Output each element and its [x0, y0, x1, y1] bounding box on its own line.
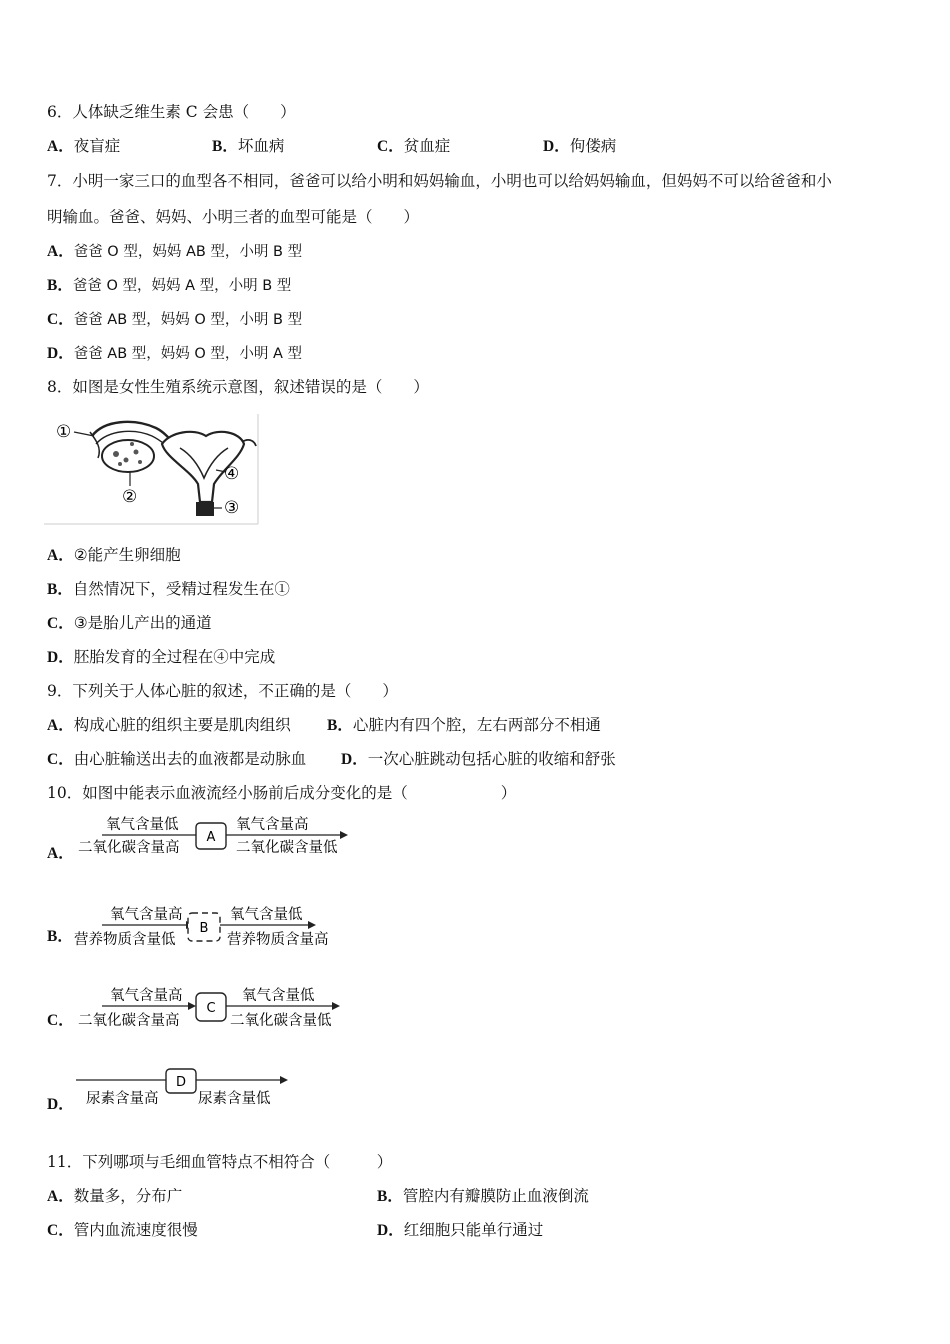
q10-diagram-b: [72, 904, 352, 950]
q11-option-b: [377, 1186, 589, 1207]
q10-b-out-bottom: 营养物质含量高: [227, 932, 329, 948]
q7-option-a-text: 爸爸 O 型，妈妈 AB 型，小明 B 型: [73, 244, 303, 260]
q8-option-d: [47, 647, 275, 668]
q9-option-d-text: 一次心脏跳动包括心脏的收缩和舒张: [367, 750, 616, 768]
q10-option-c-label: [47, 1010, 74, 1031]
q10-a-in-bottom: 二氧化碳含量高: [78, 840, 180, 856]
q8-option-d-text: 胚胎发育的全过程在④中完成: [73, 648, 276, 666]
q10-stem: 10．如图中能表示血液流经小肠前后成分变化的是（ ）: [47, 784, 517, 802]
q7-stem-line1: 7．小明一家三口的血型各不相同，爸爸可以给小明和妈妈输血，小明也可以给妈妈输血，但妈妈不可以给爸爸和小: [47, 172, 832, 190]
q9-stem: 9．下列关于人体心脏的叙述，不正确的是（ ）: [47, 682, 398, 700]
q11-option-d: [377, 1220, 543, 1241]
q6-option-a-text: 夜盲症: [73, 137, 121, 155]
q9-option-b: [327, 715, 601, 736]
q10-option-d-label: [47, 1094, 74, 1115]
q10-box-b: B: [199, 921, 209, 936]
q11-option-b-label: B．: [377, 1188, 403, 1205]
q10-option-a-letter: A．: [47, 845, 74, 862]
q10-b-in-top: 氧气含量高: [110, 907, 183, 923]
q10-box-a: A: [206, 830, 216, 845]
q10-option-b-letter: B．: [47, 928, 73, 945]
q10-option-b-label: [47, 926, 73, 947]
q8-option-a-text: ②能产生卵细胞: [73, 546, 181, 564]
q11-option-b-text: 管腔内有瓣膜防止血液倒流: [402, 1187, 589, 1205]
q10-c-in-bottom: 二氧化碳含量高: [78, 1013, 180, 1029]
q10-option-c-letter: C．: [47, 1012, 74, 1029]
q10-option-a-label: [47, 843, 74, 864]
q9-option-c-text: 由心脏输送出去的血液都是动脉血: [73, 750, 307, 768]
figure-label-2: ②: [122, 487, 138, 507]
reproductive-system-figure: [44, 414, 260, 526]
q6-option-b: [212, 136, 284, 157]
q9-option-c-label: C．: [47, 751, 74, 768]
figure-label-4: ④: [224, 464, 240, 484]
q11-option-d-text: 红细胞只能单行通过: [403, 1221, 544, 1239]
q7-option-a: [47, 241, 302, 262]
q8-option-a-label: A．: [47, 547, 74, 564]
q7-option-d: [47, 343, 302, 364]
q9-option-a: [47, 715, 291, 736]
q10-c-out-bottom: 二氧化碳含量低: [230, 1013, 332, 1029]
q11-option-d-label: D．: [377, 1222, 404, 1239]
q9-option-d: [341, 749, 616, 770]
q11-option-c: [47, 1220, 198, 1241]
q10-d-out-bottom: 尿素含量低: [198, 1091, 271, 1107]
q8-option-c-text: ③是胎儿产出的通道: [73, 614, 212, 632]
q10-diagram-c: [76, 985, 356, 1031]
q6-stem: 6．人体缺乏维生素 C 会患（ ）: [47, 103, 296, 121]
q10-diagram-d: [76, 1066, 306, 1112]
q6-option-c-text: 贫血症: [403, 137, 451, 155]
q10-a-out-bottom: 二氧化碳含量低: [236, 840, 338, 856]
q7-stem-line2: 明输血。爸爸、妈妈、小明三者的血型可能是（ ）: [47, 208, 420, 226]
q7-option-a-label: A．: [47, 243, 74, 260]
q10-a-out-top: 氧气含量高: [236, 817, 309, 833]
q6-option-a-label: A．: [47, 138, 74, 155]
q11-option-c-label: C．: [47, 1222, 74, 1239]
q11-option-a-text: 数量多，分布广: [73, 1187, 183, 1205]
q6-option-c-label: C．: [377, 138, 404, 155]
q6-option-b-label: B．: [212, 138, 238, 155]
q8-option-b: [47, 579, 290, 600]
q7-option-c-text: 爸爸 AB 型，妈妈 O 型，小明 B 型: [73, 312, 303, 328]
figure-label-1: ①: [56, 422, 72, 442]
q8-option-d-label: D．: [47, 649, 74, 666]
q10-d-in-bottom: 尿素含量高: [86, 1091, 159, 1107]
q9-option-b-label: B．: [327, 717, 353, 734]
q7-option-c-label: C．: [47, 311, 74, 328]
q6-option-c: [377, 136, 450, 157]
q6-option-d-label: D．: [543, 138, 570, 155]
q8-option-a: [47, 545, 181, 566]
q7-option-b-text: 爸爸 O 型，妈妈 A 型，小明 B 型: [72, 278, 292, 294]
q9-option-c: [47, 749, 306, 770]
q8-option-c-label: C．: [47, 615, 74, 632]
q8-stem: 8．如图是女性生殖系统示意图，叙述错误的是（ ）: [47, 378, 429, 396]
q10-b-out-top: 氧气含量低: [230, 907, 303, 923]
q10-diagram-a: [76, 814, 356, 860]
q6-option-d-text: 佝偻病: [569, 137, 617, 155]
q6-option-d: [543, 136, 616, 157]
q11-stem: 11．下列哪项与毛细血管特点不相符合（ ）: [47, 1153, 393, 1171]
figure-label-3: ③: [224, 498, 240, 518]
q9-option-d-label: D．: [341, 751, 368, 768]
q11-option-a: [47, 1186, 182, 1207]
q10-c-in-top: 氧气含量高: [110, 988, 183, 1004]
q7-option-d-text: 爸爸 AB 型，妈妈 O 型，小明 A 型: [73, 346, 303, 362]
q10-box-d: D: [175, 1075, 187, 1090]
q10-b-in-bottom: 营养物质含量低: [74, 932, 176, 948]
q6-option-b-text: 坏血病: [237, 137, 285, 155]
q11-option-c-text: 管内血流速度很慢: [73, 1221, 198, 1239]
q8-option-c: [47, 613, 212, 634]
q10-c-out-top: 氧气含量低: [242, 988, 315, 1004]
q10-box-c: C: [206, 1001, 216, 1016]
q7-option-b: [47, 275, 291, 296]
q9-option-a-text: 构成心脏的组织主要是肌肉组织: [73, 716, 291, 734]
q7-option-d-label: D．: [47, 345, 74, 362]
q9-option-a-label: A．: [47, 717, 74, 734]
q11-option-a-label: A．: [47, 1188, 74, 1205]
q9-option-b-text: 心脏内有四个腔，左右两部分不相通: [352, 716, 601, 734]
q7-option-b-label: B．: [47, 277, 73, 294]
q6-options: [47, 136, 120, 157]
q7-option-c: [47, 309, 302, 330]
q10-option-d-letter: D．: [47, 1096, 74, 1113]
reproductive-system-diagram: [44, 414, 260, 526]
q8-option-b-text: 自然情况下，受精过程发生在①: [72, 580, 290, 598]
q10-a-in-top: 氧气含量低: [106, 817, 179, 833]
q8-option-b-label: B．: [47, 581, 73, 598]
